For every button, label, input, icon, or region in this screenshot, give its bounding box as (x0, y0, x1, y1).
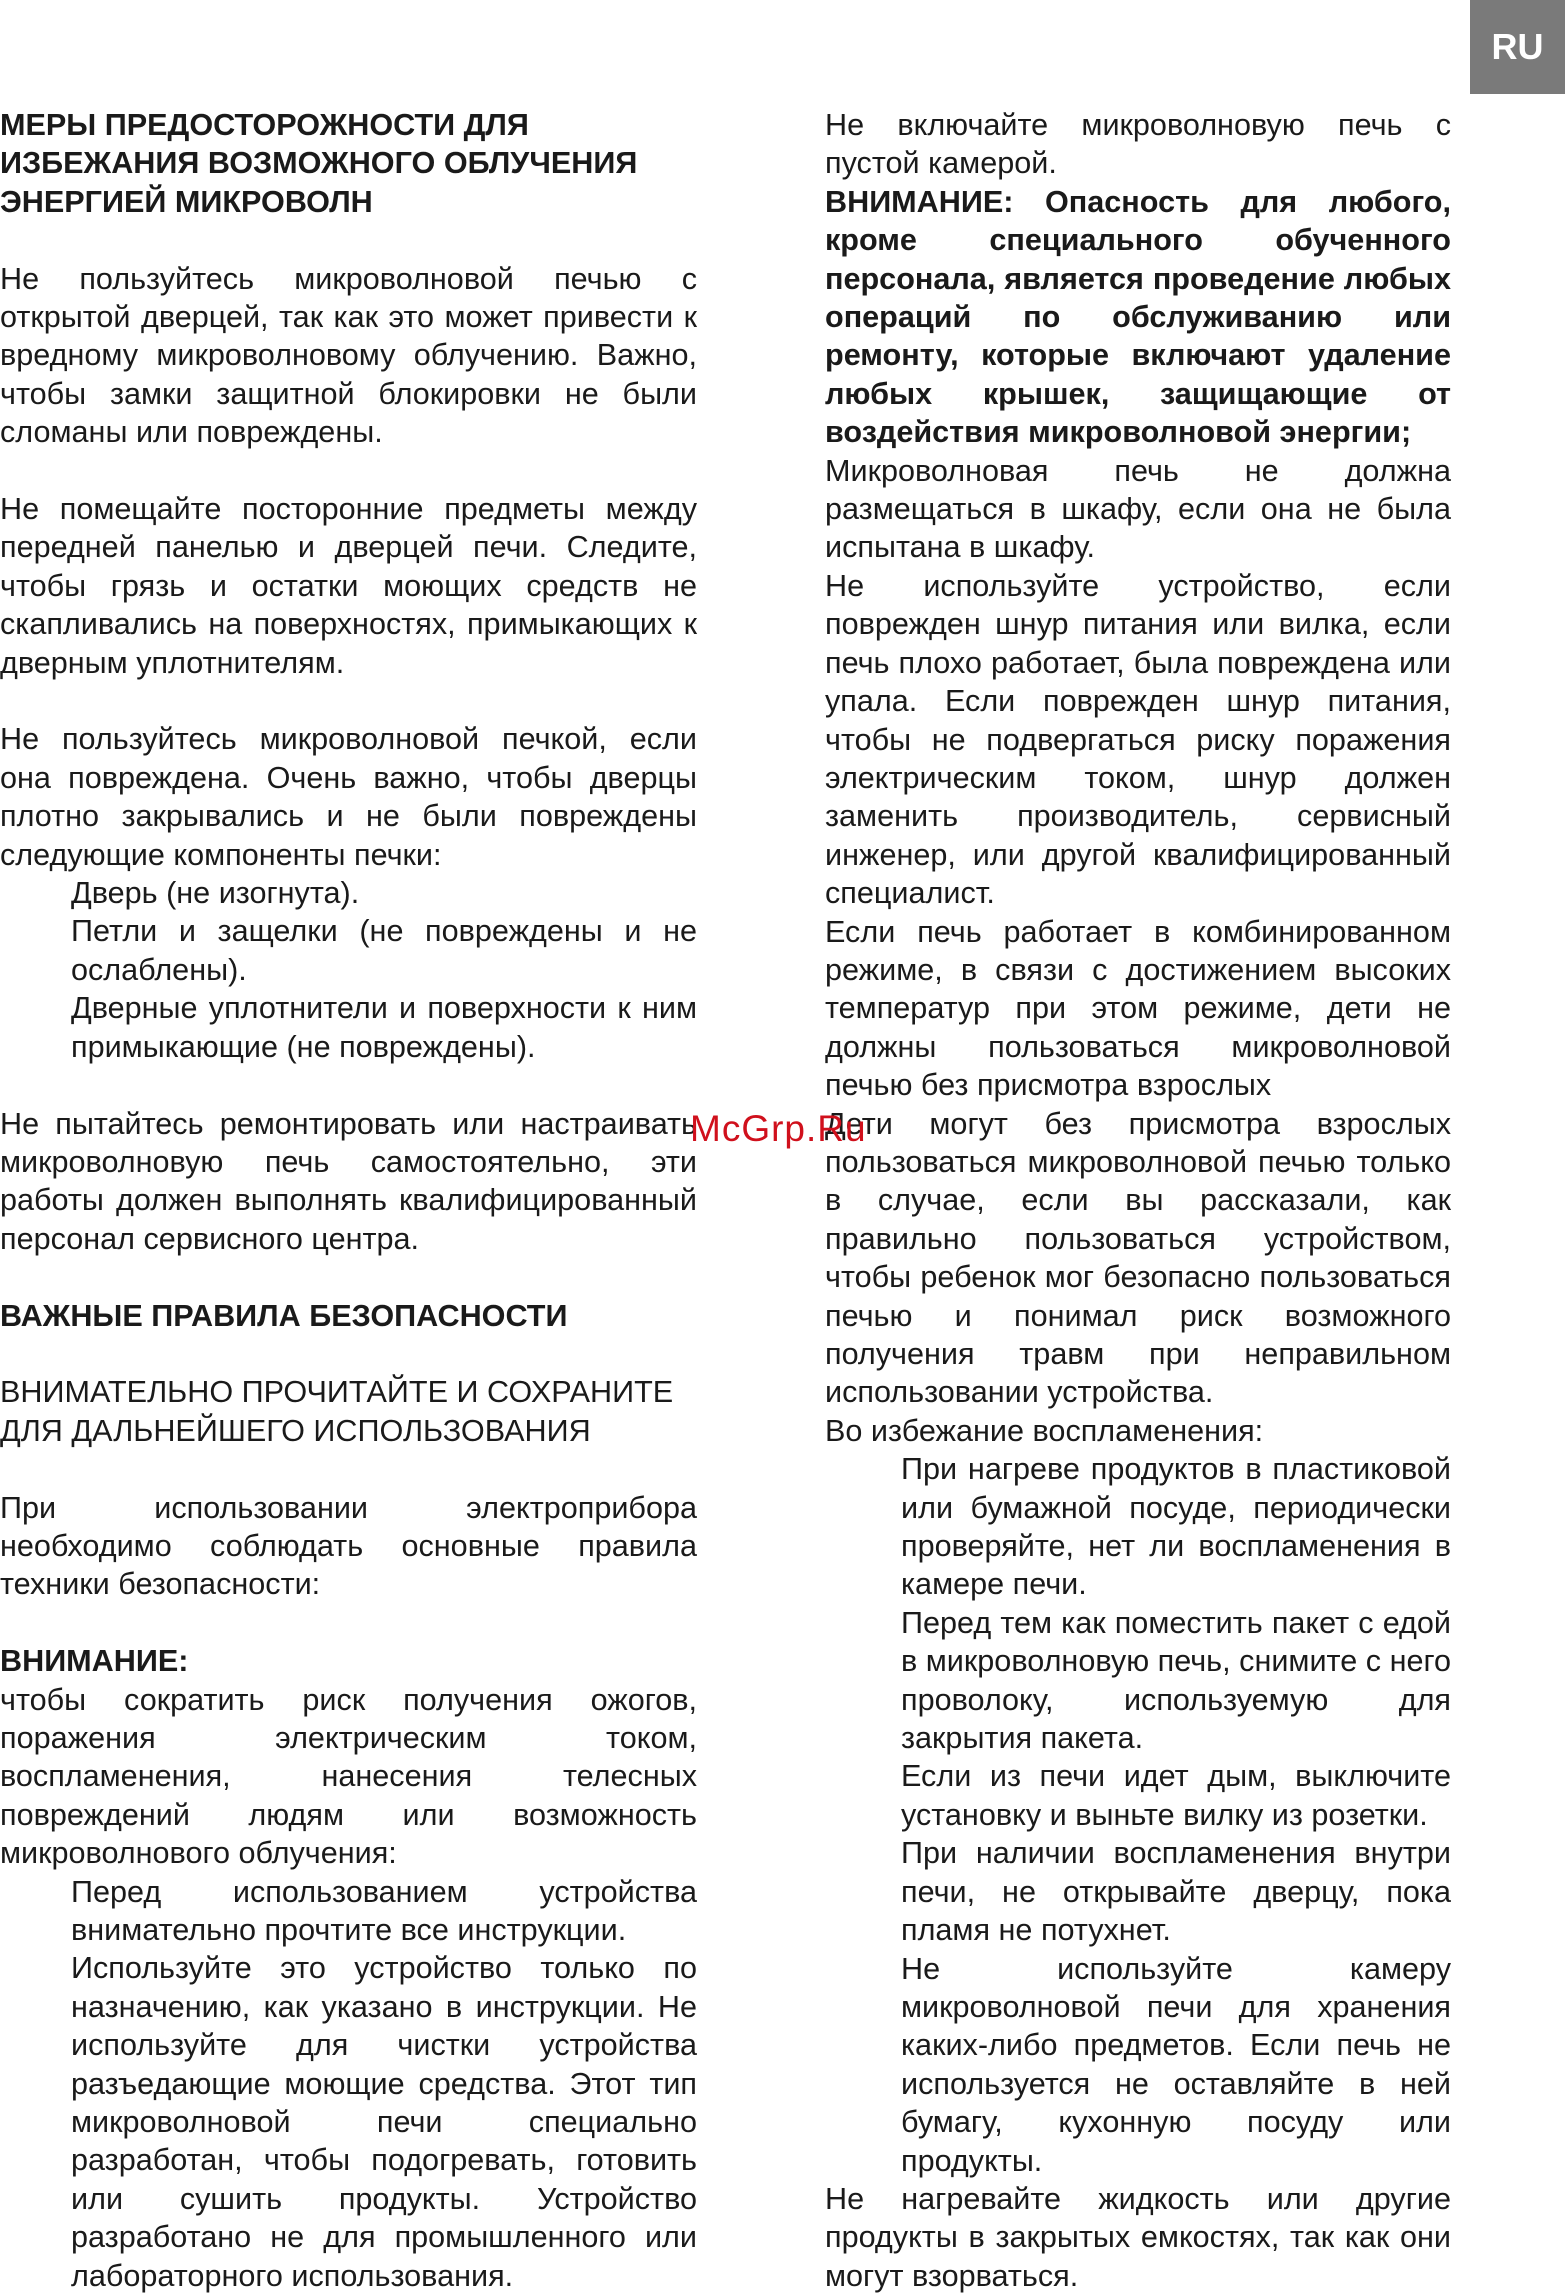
right-column (825, 106, 1451, 2295)
paragraph-combined-mode: Если печь работает в комбинированном режиме, в связи с достижением высоких температур при этом режиме, дети не должны пользоваться микроволновой печью без присмотра взрослых (825, 914, 1451, 1103)
paragraph-avoid-ignition: Во избежание воспламенения: (825, 1413, 1264, 1448)
left-column (0, 106, 697, 2295)
paragraph-no-self-repair: Не пытайтесь ремонтировать или настраивать микроволновую печь самостоятельно, эти работы должен выполнять квалифицированный персонал сервисного центра. (0, 1106, 697, 1256)
heading-read-and-keep: ВНИМАТЕЛЬНО ПРОЧИТАЙТЕ И СОХРАНИТЕ ДЛЯ ДАЛЬНЕЙШЕГО ИСПОЛЬЗОВАНИЯ (0, 1375, 674, 1448)
list-item-smoke: Если из печи идет дым, выключите установку и выньте вилку из розетки. (901, 1759, 1451, 1832)
attention-label: ВНИМАНИЕ: (0, 1644, 189, 1679)
list-item-seals: Дверные уплотнители и поверхности к ним примыкающие (не повреждены). (71, 991, 697, 1064)
list-item-plastic-paper: При нагреве продуктов в пластиковой или бумажной посуде, периодически проверяйте, нет ли воспламенения в камере печи. (901, 1452, 1451, 1602)
warning-service-personnel: ВНИМАНИЕ: Опасность для любого, кроме специального обученного персонала, является проведение любых операций по обслуживанию или ремонту, которые включают удаление любых крышек, защищающие от воздействия микроволновой энергии; (825, 184, 1451, 450)
list-item-bag-wire: Перед тем как поместить пакет с едой в микроволновую печь, снимите с него проволоку, используемую для закрытия пакета. (901, 1605, 1451, 1756)
list-item-storage: Не используйте камеру микроволновой печи для хранения каких-либо предметов. Если печь не используется не оставляйте в ней бумагу, кухонную посуду или продукты. (901, 1951, 1451, 2178)
paragraph-foreign-objects: Не помещайте посторонние предметы между передней панелью и дверцей печи. Следите, чтобы грязь и остатки моющих средств не скапливались на поверхностях, примыкающих к дверным уплотнителям. (0, 492, 697, 680)
heading-radiation-precautions: МЕРЫ ПРЕДОСТОРОЖНОСТИ ДЛЯ ИЗБЕЖАНИЯ ВОЗМОЖНОГО ОБЛУЧЕНИЯ ЭНЕРГИЕЙ МИКРОВОЛН (0, 108, 638, 219)
list-item-flames: При наличии воспламенения внутри печи, не открывайте дверцу, пока пламя не потухнет. (901, 1836, 1451, 1948)
list-item-hinges: Петли и защелки (не повреждены и не ослаблены). (71, 914, 697, 987)
paragraph-basic-rules: При использовании электроприбора необходимо соблюдать основные правила техники безопасности: (0, 1490, 697, 1602)
watermark: McGrp.Ru (690, 1108, 867, 1149)
paragraph-damaged-cord: Не используйте устройство, если поврежден шнур питания или вилка, если печь плохо работает, была повреждена или упала. Если поврежден шнур питания, чтобы не подвергаться риску поражения электрическим током, шнур должен заменить производитель, сервисный инженер, или другой квалифицированный специалист. (825, 568, 1451, 911)
paragraph-cabinet: Микроволновая печь не должна размещаться в шкафу, если она не была испытана в шкафу. (825, 453, 1451, 565)
paragraph-reduce-risk: чтобы сократить риск получения ожогов, поражения электрическим током, воспламенения, нанесения телесных повреждений людям или возможность микроволнового облучения: (0, 1682, 697, 1871)
paragraph-empty-chamber: Не включайте микроволновую печь с пустой камерой. (825, 108, 1451, 181)
heading-important-safety: ВАЖНЫЕ ПРАВИЛА БЕЗОПАСНОСТИ (0, 1298, 568, 1333)
paragraph-closed-containers: Не нагревайте жидкость или другие продукты в закрытых емкостях, так как они могут взорваться. (825, 2181, 1451, 2293)
list-item-read-instructions: Перед использованием устройства внимательно прочтите все инструкции. (71, 1874, 697, 1947)
language-tab: RU (1470, 0, 1565, 94)
paragraph-damaged-oven: Не пользуйтесь микроволновой печкой, если она повреждена. Очень важно, чтобы дверцы плотно закрывались и не были повреждены следующие компоненты печки: (0, 722, 697, 872)
paragraph-open-door: Не пользуйтесь микроволновой печью с открытой дверцей, так как это может привести к вредному микроволновому облучению. Важно, чтобы замки защитной блокировки не были сломаны или повреждены. (0, 261, 697, 450)
paragraph-children: Дети могут без присмотра взрослых пользоваться микроволновой печью только в случае, если вы рассказали, как правильно пользоваться устройством, чтобы ребенок мог безопасно пользоваться печью и понимал риск возможного получения травм при неправильном использовании устройства. (825, 1106, 1451, 1410)
list-item-door: Дверь (не изогнута). (71, 876, 360, 911)
list-item-intended-use: Используйте это устройство только по назначению, как указано в инструкции. Не используйте для чистки устройства разъедающие моющие средства. Этот тип микроволновой печи специально разработан, чтобы подогревать, готовить или сушить продукты. Устройство разработано не для промышленного или лабораторного использования. (71, 1951, 697, 2293)
